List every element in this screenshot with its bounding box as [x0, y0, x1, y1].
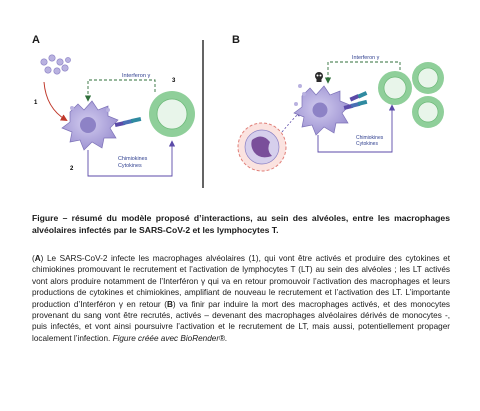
caption-credit: Figure créée avec BioRender®.	[112, 333, 228, 343]
receptor-complex-icon-b	[344, 91, 368, 110]
chemokines-label-b: Chimiokines	[356, 135, 384, 141]
receptor-complex-icon	[115, 117, 142, 127]
monocyte-in-vessel-icon	[238, 123, 286, 171]
step-2-label: 2	[70, 166, 74, 172]
infection-arrow	[44, 82, 66, 120]
panel-b	[238, 55, 444, 171]
interferon-arrow	[88, 80, 155, 100]
caption-ref-a: A	[34, 254, 41, 263]
panel-a	[34, 55, 195, 176]
step-3-label: 3	[172, 78, 176, 84]
interferon-label-b: Interferon γ	[352, 55, 380, 61]
t-cell-icon-b2	[412, 62, 444, 94]
virus-cluster-icon	[41, 55, 71, 74]
caption-ref-b: B	[166, 299, 173, 309]
t-cell-icon-b1	[378, 71, 412, 105]
caption-text-part1: ) Le SARS-CoV-2 infecte les macrophages alvéolaires (1), qui vont être activés et produire des cytokines et chimiokines promouvant le recrutement et l’activation de lymphocytes T (LT) au sein des alvéoles ; les LT activés vont alors produire notamment de l’Interféron γ qui va en retour promouvoir l’activation des macrophages et leurs productions de cytokines et chimiokines, amplifiant de nouveau le recrutement et l’activation des LT. L’importante production d’Interféron γ en retour (	[32, 254, 450, 309]
panel-letter-b: B	[232, 34, 240, 46]
recruitment-arrow	[282, 112, 300, 132]
cytokines-label: Cytokines	[118, 163, 142, 169]
interferon-label: Interferon γ	[122, 73, 151, 79]
step-1-label: 1	[34, 100, 38, 106]
macrophage-icon	[62, 101, 118, 150]
skull-icon	[315, 72, 323, 82]
figure-caption-title: Figure – résumé du modèle proposé d’interactions, au sein des alvéoles, entre les macrophages alvéolaires infectés par le SARS-CoV-2 et les lymphocytes T.	[32, 213, 450, 235]
caption-text-part2: ) va finir par induire la mort des macrophages activés, et des monocytes provenant du sang vont être recrutés, activés – devenant des macrophages alvéolaires dérivés de monocytes -, puis infectés, et vont ainsi poursuivre l’activation et le recrutement de LT, mais aussi, potentiellement propager localement l’infection.	[32, 299, 450, 343]
chemokines-label: Chimiokines	[118, 156, 148, 162]
t-cell-icon-b3	[412, 96, 444, 128]
panel-letter-a: A	[32, 34, 40, 46]
t-cell-icon	[149, 91, 195, 137]
macrophage-icon-b	[294, 84, 350, 135]
caption-paren-open: (	[32, 254, 35, 263]
cytokines-label-b: Cytokines	[356, 141, 378, 147]
figure-caption-body	[32, 253, 450, 344]
model-figure	[0, 0, 480, 205]
